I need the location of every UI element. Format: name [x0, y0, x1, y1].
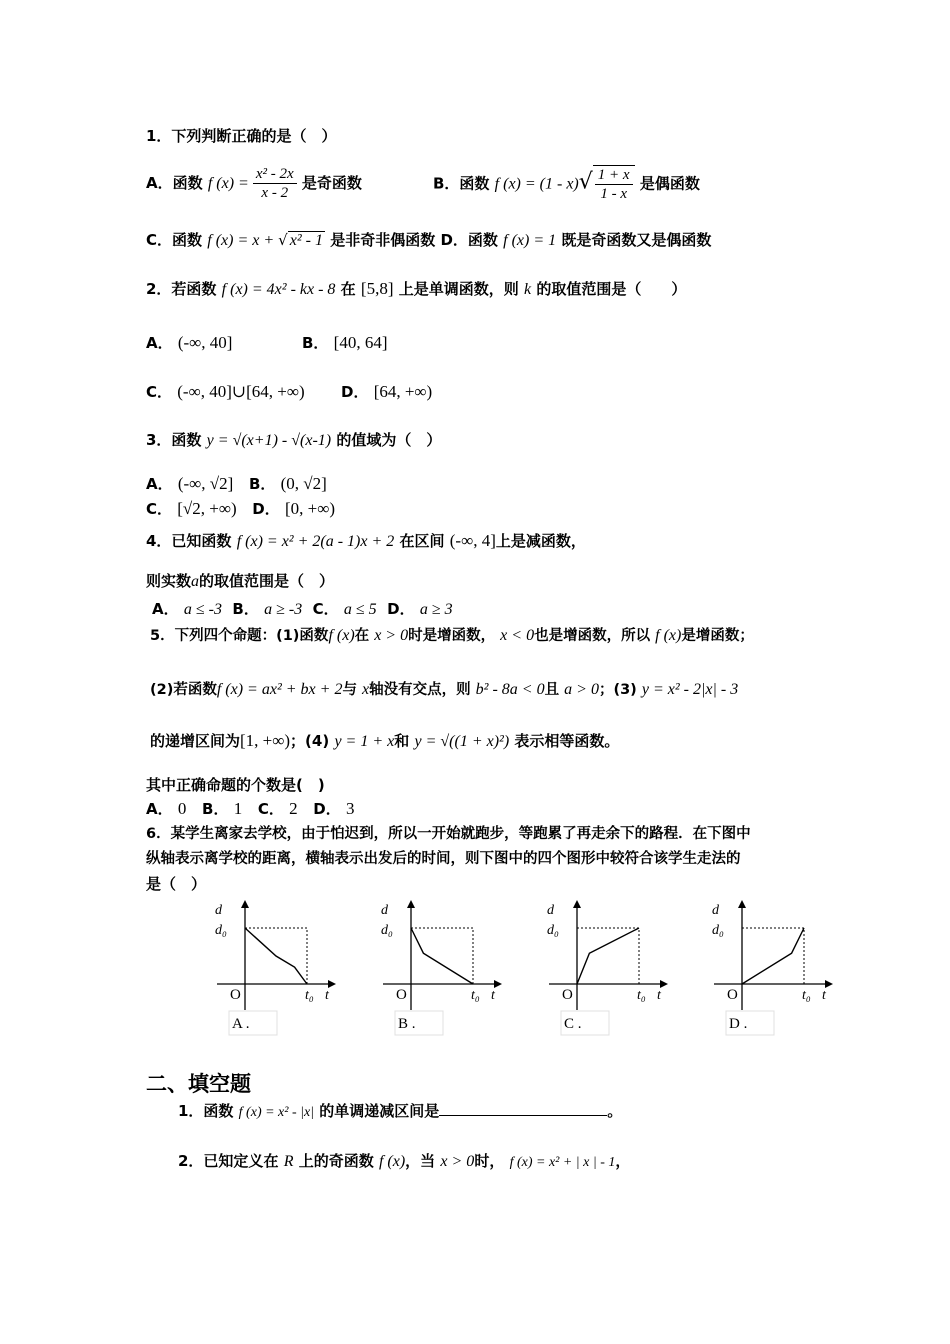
origin-label: O: [230, 987, 241, 1003]
q1-b-fraction: $\frac{1 + x}{1 - x}$: [593, 165, 635, 203]
axis-label-d: d: [215, 903, 222, 918]
option-label: C .: [564, 1016, 582, 1032]
axis-label-t: t: [822, 988, 826, 1003]
t-axis-arrow: [494, 980, 502, 988]
q6-line2: 纵轴表示离学校的距离，横轴表示出发后的时间，则下图中的四个图形中较符合该学生走法的: [146, 851, 741, 867]
q4-interval: (-∞, 4]: [449, 531, 496, 550]
q1-d-math: f (x) = 1: [503, 232, 557, 249]
axis-label-d: d: [381, 903, 388, 918]
q1-a-tail: 是奇函数: [301, 174, 362, 192]
q1-b-label: B．函数: [433, 174, 490, 193]
axis-label-t0: t₀: [305, 988, 314, 1003]
q2-option-a: A． (-∞, 40]: [146, 333, 233, 352]
fill1-blank[interactable]: [439, 1101, 607, 1116]
fill1-math: f (x) = x² - |x|: [238, 1105, 315, 1120]
origin-label: O: [562, 987, 573, 1003]
q1-c-label: C．函数: [146, 231, 203, 249]
q6-graph-c: [544, 898, 679, 1038]
fill2: 2．已知定义在 R 上的奇函数 f (x)，当 x > 0时， f (x) = x² + | x | - 1，: [178, 1152, 631, 1170]
axis-label-t: t: [325, 988, 329, 1003]
q5-options: A． 0 B． 1 C． 2 D． 3: [146, 799, 355, 818]
q3-options-cd: C． [√2, +∞) D． [0, +∞): [146, 499, 335, 518]
q1-c-sqrt: x² - 1: [289, 232, 323, 249]
q1-option-c-d: C．函数 f (x) = x + √ x² - 1 是非奇非偶函数 D．函数 f (x) = 1 既是奇函数又是偶函数: [146, 231, 712, 249]
q4-line2: 则实数a的取值范围是（ ）: [146, 572, 335, 590]
origin-label: O: [727, 987, 738, 1003]
origin-label: O: [396, 987, 407, 1003]
q1-option-b: B．函数 f (x) = (1 - x)√ $\frac{1 + x}{1 - x}$ 是偶函数: [433, 167, 700, 202]
option-label: A .: [232, 1016, 250, 1032]
t-axis-arrow: [825, 980, 833, 988]
axis-label-d0: d₀: [547, 923, 559, 938]
t-axis-arrow: [328, 980, 336, 988]
axis-label-t: t: [491, 988, 495, 1003]
q1-a-fraction: $\frac{\text{x² - 2x}}{x - 2}$: [253, 165, 297, 202]
axis-label-t: t: [657, 988, 661, 1003]
q1-a-label: A．函数: [146, 174, 203, 192]
axis-label-d0: d₀: [712, 923, 724, 938]
fill1: 1．函数 f (x) = x² - |x| 的单调递减区间是 。: [178, 1102, 623, 1120]
q2-option-b: B． [40, 64]: [302, 333, 388, 352]
q6-graph-b: [378, 898, 513, 1038]
d-axis-arrow: [738, 900, 746, 908]
distance-curve: [577, 928, 639, 984]
q1-d-tail: 既是奇函数又是偶函数: [561, 231, 712, 249]
reference-box: [742, 928, 804, 984]
reference-box: [411, 928, 473, 984]
q5-line2: (2)若函数f (x) = ax² + bx + 2与 x轴没有交点，则 b² - 8a < 0且 a > 0；(3) y = x² - 2|x| - 3: [150, 681, 739, 698]
q6-line3: 是（ ）: [146, 875, 207, 893]
section2-title: 二、填空题: [146, 1072, 251, 1096]
axis-label-d0: d₀: [381, 923, 393, 938]
q3-options-ab: A． (-∞, √2] B． (0, √2]: [146, 474, 327, 493]
q1-b-tail: 是偶函数: [639, 174, 700, 193]
d-axis-arrow: [573, 900, 581, 908]
q6-graph-a: [212, 898, 347, 1038]
q1-c-tail: 是非奇非偶函数: [330, 231, 436, 249]
distance-curve: [742, 928, 804, 984]
axis-label-d: d: [547, 903, 554, 918]
q1-b-math: f (x) = (1 - x): [494, 175, 579, 193]
q2-option-c: C． (-∞, 40]∪[64, +∞): [146, 382, 305, 401]
q6-line1: 6．某学生离家去学校，由于怕迟到，所以一开始就跑步，等跑累了再走余下的路程．在下图中: [146, 826, 751, 842]
q6-graph-d: [709, 898, 844, 1038]
q1-stem: 1．下列判断正确的是（ ）: [146, 127, 337, 145]
axis-label-t0: t₀: [637, 988, 646, 1003]
reference-box: [577, 928, 639, 984]
q2-interval: [5,8]: [360, 279, 394, 298]
q4-stem: 4．已知函数 f (x) = x² + 2(a - 1)x + 2 在区间 (-∞, 4]上是减函数，: [146, 531, 586, 550]
axis-label-d: d: [712, 903, 719, 918]
d-axis-arrow: [241, 900, 249, 908]
q2-var: k: [523, 281, 532, 298]
q5-line4: 其中正确命题的个数是( ): [146, 776, 325, 794]
q1-d-label: D．函数: [440, 231, 498, 249]
q4-math: f (x) = x² + 2(a - 1)x + 2: [236, 533, 395, 550]
axis-label-d0: d₀: [215, 923, 227, 938]
q5-line1: 5．下列四个命题：(1)函数f (x)在 x > 0时是增函数， x < 0也是增函数，所以 f (x)是增函数；: [150, 627, 754, 644]
t-axis-arrow: [660, 980, 668, 988]
q5-line3: 的递增区间为[1, +∞)；(4) y = 1 + x和 y = √((1 + x)²) 表示相等函数。: [150, 731, 620, 750]
q4-options: A． a ≤ -3 B． a ≥ -3 C． a ≤ 5 D． a ≥ 3: [152, 600, 453, 618]
q1-option-a: [146, 165, 362, 202]
option-label: B .: [398, 1016, 416, 1032]
q3-stem: 3．函数 y = √(x+1) - √(x-1) 的值域为（ ）: [146, 431, 442, 449]
d-axis-arrow: [407, 900, 415, 908]
distance-curve: [245, 928, 307, 984]
option-label: D .: [729, 1016, 748, 1032]
q1-a-math: f (x) =: [207, 175, 253, 192]
q2-stem: 2．若函数 f (x) = 4x² - kx - 8 在 [5,8] 上是单调函数，则 k 的取值范围是（ ）: [146, 279, 687, 298]
q1-c-math: f (x) = x +: [207, 232, 279, 249]
distance-curve: [411, 928, 473, 984]
axis-label-t0: t₀: [471, 988, 480, 1003]
q3-math: y = √(x+1) - √(x-1): [206, 432, 332, 449]
axis-label-t0: t₀: [802, 988, 811, 1003]
q2-option-d: D． [64, +∞): [341, 382, 433, 401]
q2-math: f (x) = 4x² - kx - 8: [221, 281, 336, 298]
